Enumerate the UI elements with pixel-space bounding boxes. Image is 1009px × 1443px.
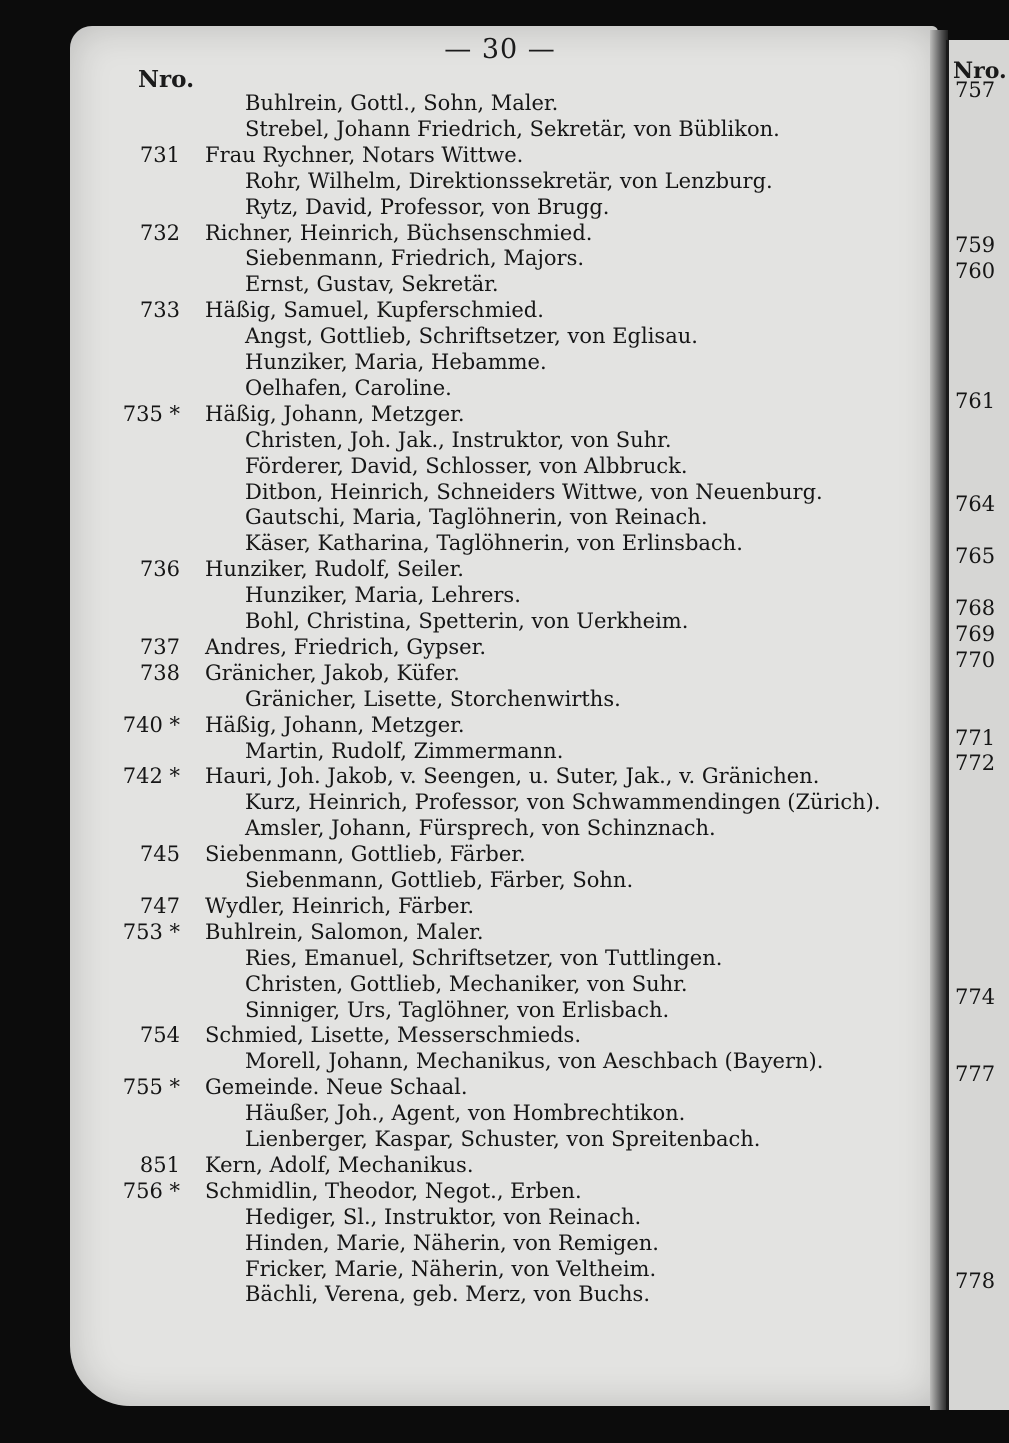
next-page-number: 757 xyxy=(955,78,996,102)
entry-text: Siebenmann, Gottlieb, Färber. xyxy=(205,842,526,867)
entry-text: Fricker, Marie, Näherin, von Veltheim. xyxy=(245,1256,657,1281)
entry-text: Lienberger, Kaspar, Schuster, von Spreitenbach. xyxy=(245,1127,761,1151)
next-page-number: 778 xyxy=(955,1269,996,1294)
next-page-number: 764 xyxy=(955,492,996,517)
entry-text: Strebel, Johann Friedrich, Sekretär, von Büblikon. xyxy=(245,116,780,141)
column-header: Nro. xyxy=(138,66,195,93)
entry-number: 736 xyxy=(139,557,180,582)
next-page-number: 765 xyxy=(955,544,996,569)
entry-text: Rohr, Wilhelm, Direktionssekretär, von Lenzburg. xyxy=(245,168,773,193)
next-page-number: 759 xyxy=(955,233,996,258)
entry-text: Gemeinde. Neue Schaal. xyxy=(205,1075,468,1100)
entry-text: Christen, Gottlieb, Mechaniker, von Suhr. xyxy=(245,971,688,996)
entry-text: Hunziker, Maria, Hebamme. xyxy=(245,350,547,374)
entry-text: Amsler, Johann, Fürsprech, von Schinznach. xyxy=(245,816,716,841)
entry-text: Ries, Emanuel, Schriftsetzer, von Tuttlingen. xyxy=(245,945,723,970)
entry-text: Hinden, Marie, Näherin, von Remigen. xyxy=(245,1230,659,1255)
next-page-header: Nro. xyxy=(953,58,1007,84)
entry-text: Gränicher, Lisette, Storchenwirths. xyxy=(245,686,621,711)
entry-text: Häßig, Samuel, Kupferschmied. xyxy=(205,298,544,323)
entry-text: Buhlrein, Gottl., Sohn, Maler. xyxy=(245,91,559,115)
entry-number: 745 xyxy=(139,842,180,867)
next-page-number: 760 xyxy=(955,259,996,284)
entry-text: Bächli, Verena, geb. Merz, von Buchs. xyxy=(245,1282,650,1307)
entry-text: Hunziker, Maria, Lehrers. xyxy=(245,583,521,608)
entry-text: Käser, Katharina, Taglöhnerin, von Erlinsbach. xyxy=(245,531,743,556)
next-page-number: 777 xyxy=(955,1062,996,1087)
entry-text: Schmied, Lisette, Messerschmieds. xyxy=(205,1023,582,1048)
entry-text: Hunziker, Rudolf, Seiler. xyxy=(205,557,464,582)
entry-number: 756 * xyxy=(122,1178,180,1203)
entry-text: Kern, Adolf, Mechanikus. xyxy=(205,1152,474,1177)
entry-number: 851 xyxy=(139,1152,180,1177)
entry-number: 738 xyxy=(139,660,180,685)
entry-text: Andres, Friedrich, Gypser. xyxy=(205,634,487,659)
entry-text: Wydler, Heinrich, Färber. xyxy=(205,893,475,918)
entry-text: Häßig, Johann, Metzger. xyxy=(205,712,465,737)
entry-text: Siebenmann, Friedrich, Majors. xyxy=(245,246,585,271)
entry-text: Kurz, Heinrich, Professor, von Schwammendingen (Zürich). xyxy=(245,790,881,815)
entry-text: Angst, Gottlieb, Schriftsetzer, von Eglisau. xyxy=(245,324,698,349)
entry-text: Buhlrein, Salomon, Maler. xyxy=(205,919,484,944)
entry-text: Gautschi, Maria, Taglöhnerin, von Reinach. xyxy=(245,505,708,530)
entry-text: Oelhafen, Caroline. xyxy=(245,375,452,400)
entry-text: Ditbon, Heinrich, Schneiders Wittwe, von Neuenburg. xyxy=(245,479,823,504)
next-page-number: 768 xyxy=(955,596,996,620)
entry-number: 737 xyxy=(139,634,180,659)
entry-text: Sinniger, Urs, Taglöhner, von Erlisbach. xyxy=(245,997,670,1022)
entry-number: 733 xyxy=(139,298,180,323)
entry-text: Hauri, Joh. Jakob, v. Seengen, u. Suter, Jak., v. Gränichen. xyxy=(205,764,820,789)
entry-text: Bohl, Christina, Spetterin, von Uerkheim. xyxy=(245,609,689,633)
entry-text: Rytz, David, Professor, von Brugg. xyxy=(245,194,610,219)
entry-number: 747 xyxy=(139,893,180,918)
next-page-number: 770 xyxy=(955,647,996,672)
entry-number: 732 xyxy=(139,220,180,245)
entry-number: 755 * xyxy=(122,1075,180,1100)
next-page-number: 774 xyxy=(955,984,996,1009)
entry-number: 753 * xyxy=(122,919,180,944)
entry-number: 754 xyxy=(139,1023,180,1048)
entry-text: Frau Rychner, Notars Wittwe. xyxy=(205,142,524,167)
entry-text: Gränicher, Jakob, Küfer. xyxy=(205,660,460,685)
entry-text: Christen, Joh. Jak., Instruktor, von Suhr. xyxy=(245,427,672,452)
next-page-number: 769 xyxy=(955,621,996,646)
entry-text: Morell, Johann, Mechanikus, von Aeschbach (Bayern). xyxy=(245,1049,824,1074)
entry-text: Siebenmann, Gottlieb, Färber, Sohn. xyxy=(245,868,634,892)
next-page-number: 772 xyxy=(955,751,996,776)
entry-number: 735 * xyxy=(122,401,180,426)
entry-text: Förderer, David, Schlosser, von Albbruck. xyxy=(245,453,688,478)
entry-number: 742 * xyxy=(122,764,180,789)
entry-text: Schmidlin, Theodor, Negot., Erben. xyxy=(205,1178,582,1203)
entry-text: Richner, Heinrich, Büchsenschmied. xyxy=(205,220,593,245)
entry-number: 731 xyxy=(139,142,180,167)
entry-text: Hediger, Sl., Instruktor, von Reinach. xyxy=(245,1204,642,1229)
entry-text: Häußer, Joh., Agent, von Hombrechtikon. xyxy=(245,1101,686,1126)
page-number: — 30 — xyxy=(444,34,556,65)
entry-text: Ernst, Gustav, Sekretär. xyxy=(245,272,499,297)
next-page-number: 771 xyxy=(955,725,996,750)
entry-text: Martin, Rudolf, Zimmermann. xyxy=(245,738,564,763)
next-page-number: 761 xyxy=(955,388,996,413)
entry-text: Häßig, Johann, Metzger. xyxy=(205,401,465,426)
entry-number: 740 * xyxy=(122,712,180,737)
